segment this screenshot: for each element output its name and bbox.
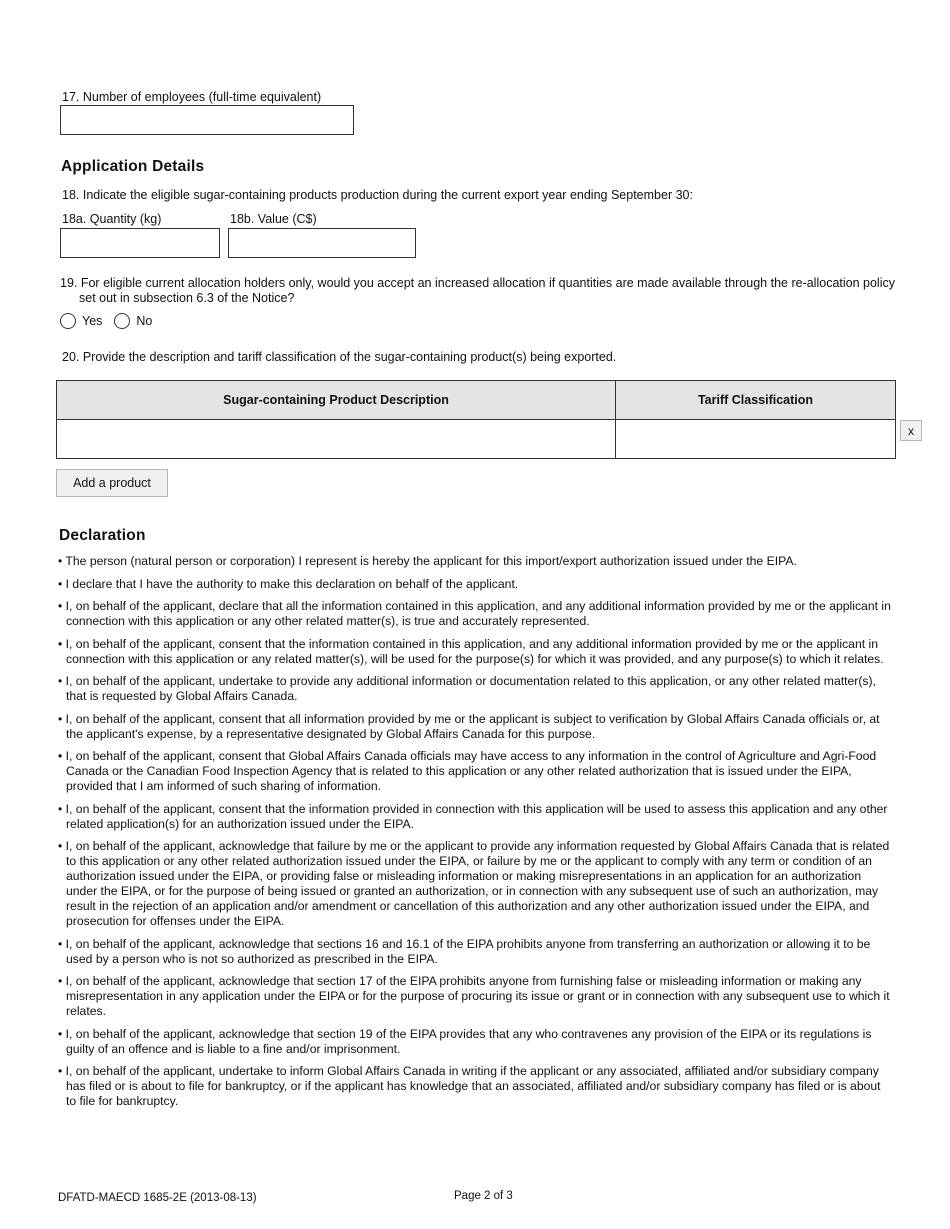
value-label: 18b. Value (C$) [230,212,317,226]
q19-radio-group [60,313,158,329]
value-input[interactable] [228,228,416,258]
column-header-tariff: Tariff Classification [616,381,896,420]
form-code: DFATD-MAECD 1685-2E (2013-08-13) [58,1192,257,1204]
no-radio[interactable] [114,313,130,329]
product-description-input[interactable] [57,420,616,459]
q18-label: 18. Indicate the eligible sugar-containing products production during the current export year ending September 30: [62,188,693,202]
remove-row-button[interactable]: x [900,420,922,441]
quantity-input[interactable] [60,228,220,258]
declaration-item: • I, on behalf of the applicant, consent that the information provided in connection with this application will be used to assess this application and any other related application(s) for an authorization issued under the EIPA. [58,801,888,831]
products-table-wrapper [56,380,896,459]
table-header-row [57,381,896,420]
q20-label: 20. Provide the description and tariff classification of the sugar-containing product(s) being exported. [62,350,617,364]
q19-line1: 19. For eligible current allocation holders only, would you accept an increased allocation if quantities are made available through the re-allocation policy [60,276,895,290]
yes-radio[interactable] [60,313,76,329]
declaration-item: • I, on behalf of the applicant, declare that all the information contained in this application, and any additional information provided by me or the applicant in connection with this application or any other related matter(s), is true and accurately represented. [58,599,891,628]
column-header-description: Sugar-containing Product Description [57,381,616,420]
declaration-item: • I, on behalf of the applicant, consent that the information contained in this application, and any additional information provided by me or the applicant in connection with this application or any related matter(s), will be used for the purpose(s) for which it was provided, and any purpose(s) to which it relates. [58,636,884,666]
tariff-classification-input[interactable] [616,420,896,459]
quantity-label: 18a. Quantity (kg) [62,212,162,226]
add-product-button[interactable]: Add a product [56,469,168,497]
declaration-heading: Declaration [59,527,146,544]
declaration-item: • I, on behalf of the applicant, consent that all information provided by me or the applicant is subject to verification by Global Affairs Canada officials or, at the applicant's expense, by a representative designated by Global Affairs Canada for this purpose. [58,711,880,741]
declaration-item: • I declare that I have the authority to make this declaration on behalf of the applicant. [58,576,519,591]
declaration-item: • I, on behalf of the applicant, undertake to inform Global Affairs Canada in writing if the applicant or any associated, affiliated and/or subsidiary company has filed or is about to file for bankruptcy, or if the applicant has knowledge that an associated, affiliated and/or subsidiary company has filed or is about to file for bankruptcy. [58,1064,881,1108]
table-row [57,420,896,459]
declaration-item: • I, on behalf of the applicant, consent that Global Affairs Canada officials may have access to any information in the control of Agriculture and Agri-Food Canada or the Canadian Food Inspection Agency that is related to this application or any other related authorization that is issued under the EIPA, provided that I am informed of such sharing of information. [58,749,877,793]
declaration-item: • I, on behalf of the applicant, undertake to provide any additional information or documentation related to this application, or any other related matter(s), that is requested by Global Affairs Canada. [58,674,876,703]
declaration-item: • I, on behalf of the applicant, acknowledge that section 17 of the EIPA prohibits anyone from furnishing false or misleading information or making any misrepresentation in any application under the EIPA or for the purpose of procuring its issue or grant or in connection with any subsequent use to which it relates. [58,974,890,1018]
declaration-list [58,554,894,1117]
yes-label: Yes [82,314,103,328]
employees-input[interactable] [60,105,354,135]
application-details-heading: Application Details [61,158,205,175]
no-label: No [136,314,153,328]
q19-line2: set out in subsection 6.3 of the Notice? [79,291,295,305]
products-table [56,380,896,459]
declaration-item: • I, on behalf of the applicant, acknowledge that section 19 of the EIPA provides that any who contravenes any provision of the EIPA or its regulations is guilty of an offence and is liable to a fine and/or imprisonment. [58,1026,872,1056]
declaration-item: • I, on behalf of the applicant, acknowledge that failure by me or the applicant to provide any information requested by Global Affairs Canada that is related to this application or any other related authorization issued under the EIPA, or failure by me or the applicant to comply with any term or condition of an authorization issued under the EIPA, or providing false or misleading information or making misrepresentations in an application for an authorization under the EIPA, or for the purpose of being issued or granted an authorization, or in connection with any subsequent use of such an authorization, may result in the rejection of an application and/or amendment or cancellation of this authorization and any other authorization issued under the EIPA, and prosecution for offenses under the EIPA. [58,839,890,928]
page-number: Page 2 of 3 [454,1190,513,1202]
declaration-item: • I, on behalf of the applicant, acknowledge that sections 16 and 16.1 of the EIPA prohibits anyone from transferring an authorization or allowing it to be used by a person who is not so authorized as prescribed in the EIPA. [58,936,871,966]
declaration-item: • The person (natural person or corporation) I represent is hereby the applicant for this import/export authorization issued under the EIPA. [58,554,797,568]
q17-label: 17. Number of employees (full-time equivalent) [62,90,322,104]
